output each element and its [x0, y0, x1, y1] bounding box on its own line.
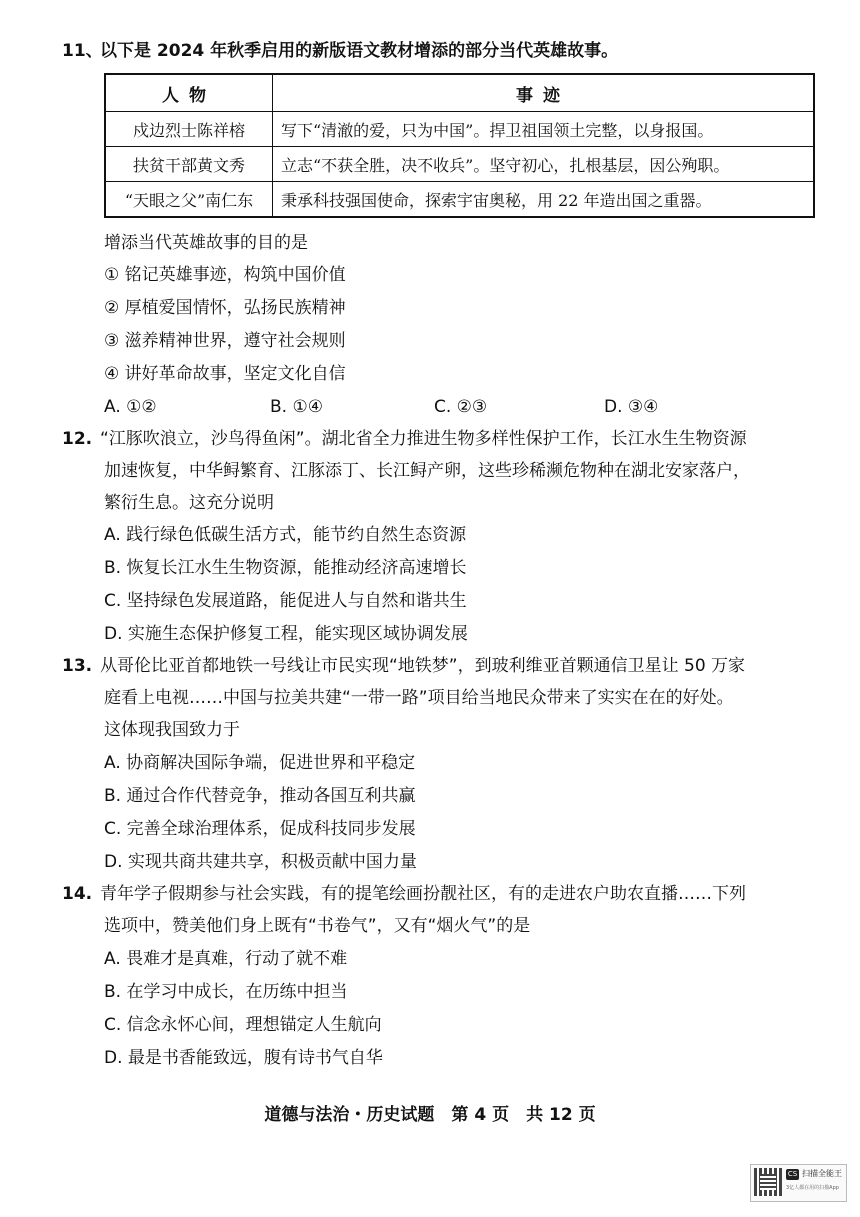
q11-option-d[interactable]: D. ③④: [604, 397, 659, 417]
q12-number: 12.: [62, 429, 93, 449]
watermark-brand: 扫描全能王: [802, 1169, 842, 1178]
q12-option-b[interactable]: B. 恢复长江水生生物资源，能推动经济高速增长: [104, 558, 467, 578]
camscanner-logo-icon: CS: [787, 1170, 798, 1178]
q14-option-c[interactable]: C. 信念永怀心间，理想锚定人生航向: [104, 1015, 382, 1035]
q14-number: 14.: [62, 884, 93, 904]
table-cell-name: 扶贫干部黄文秀: [105, 147, 273, 182]
q14-option-a[interactable]: A. 畏难才是真难，行动了就不难: [104, 949, 348, 969]
hero-table: [104, 73, 815, 218]
q13-stem-line: 庭看上电视……中国与拉美共建“一带一路”项目给当地民众带来了实实在在的好处。: [104, 688, 734, 708]
page-footer: 道德与法治・历史试题 第 4 页 共 12 页: [264, 1105, 596, 1125]
q14-option-b[interactable]: B. 在学习中成长，在历练中担当: [104, 982, 348, 1002]
q14-stem-line: 青年学子假期参与社会实践，有的提笔绘画扮靓社区，有的走进农户助农直播……下列: [100, 884, 746, 904]
q13-stem-line: 这体现我国致力于: [104, 720, 240, 740]
q12-stem-line: 繁衍生息。这充分说明: [104, 493, 274, 513]
q14-option-d[interactable]: D. 最是书香能致远，腹有诗书气自华: [104, 1048, 383, 1068]
q12-stem-line: 加速恢复，中华鲟繁育、江豚添丁、长江鲟产卵，这些珍稀濒危物种在湖北安家落户，: [104, 461, 750, 481]
table-row: [105, 147, 814, 182]
q14-stem-line: 选项中，赞美他们身上既有“书卷气”，又有“烟火气”的是: [104, 916, 531, 936]
q11-number: 11、: [62, 41, 103, 61]
q12-stem-line: “江豚吹浪立，沙鸟得鱼闲”。湖北省全力推进生物多样性保护工作，长江水生生物资源: [100, 429, 747, 449]
watermark-tagline: 3亿人都在用的扫描App: [786, 1185, 839, 1191]
table-row: [105, 182, 814, 218]
table-cell-deed: 立志“不获全胜，决不收兵”。坚守初心，扎根基层，因公殉职。: [273, 147, 815, 182]
table-cell-name: “天眼之父”南仁东: [105, 182, 273, 218]
q11-statement-2: ② 厚植爱国情怀，弘扬民族精神: [104, 298, 346, 318]
q11-statement-1: ① 铭记英雄事迹，构筑中国价值: [104, 265, 346, 285]
table-header-row: [105, 74, 814, 112]
q13-number: 13.: [62, 656, 93, 676]
table-row: [105, 112, 814, 147]
table-cell-deed: 写下“清澈的爱，只为中国”。捍卫祖国领土完整，以身报国。: [273, 112, 815, 147]
table-header-deeds: 事迹: [273, 74, 815, 112]
table-header-person: 人物: [105, 74, 273, 112]
table-cell-deed: 秉承科技强国使命，探索宇宙奥秘，用 22 年造出国之重器。: [273, 182, 815, 218]
scanner-watermark: [750, 1164, 847, 1202]
q12-option-d[interactable]: D. 实施生态保护修复工程，能实现区域协调发展: [104, 624, 468, 644]
q11-stem: 以下是 2024 年秋季启用的新版语文教材增添的部分当代英雄故事。: [100, 41, 619, 61]
q13-stem-line: 从哥伦比亚首都地铁一号线让市民实现“地铁梦”，到玻利维亚首颗通信卫星让 50 万家: [100, 656, 746, 676]
qr-code-icon: [754, 1168, 782, 1196]
q11-prompt: 增添当代英雄故事的目的是: [104, 233, 308, 253]
q13-option-c[interactable]: C. 完善全球治理体系，促成科技同步发展: [104, 819, 416, 839]
q13-option-b[interactable]: B. 通过合作代替竞争，推动各国互利共赢: [104, 786, 416, 806]
q11-option-b[interactable]: B. ①④: [270, 397, 323, 417]
q11-option-a[interactable]: A. ①②: [104, 397, 157, 417]
q13-option-d[interactable]: D. 实现共商共建共享，积极贡献中国力量: [104, 852, 417, 872]
q13-option-a[interactable]: A. 协商解决国际争端，促进世界和平稳定: [104, 753, 416, 773]
q11-statement-3: ③ 滋养精神世界，遵守社会规则: [104, 331, 346, 351]
q11-option-c[interactable]: C. ②③: [434, 397, 488, 417]
q11-statement-4: ④ 讲好革命故事，坚定文化自信: [104, 364, 346, 384]
table-cell-name: 戍边烈士陈祥榕: [105, 112, 273, 147]
q12-option-c[interactable]: C. 坚持绿色发展道路，能促进人与自然和谐共生: [104, 591, 467, 611]
q12-option-a[interactable]: A. 践行绿色低碳生活方式，能节约自然生态资源: [104, 525, 467, 545]
